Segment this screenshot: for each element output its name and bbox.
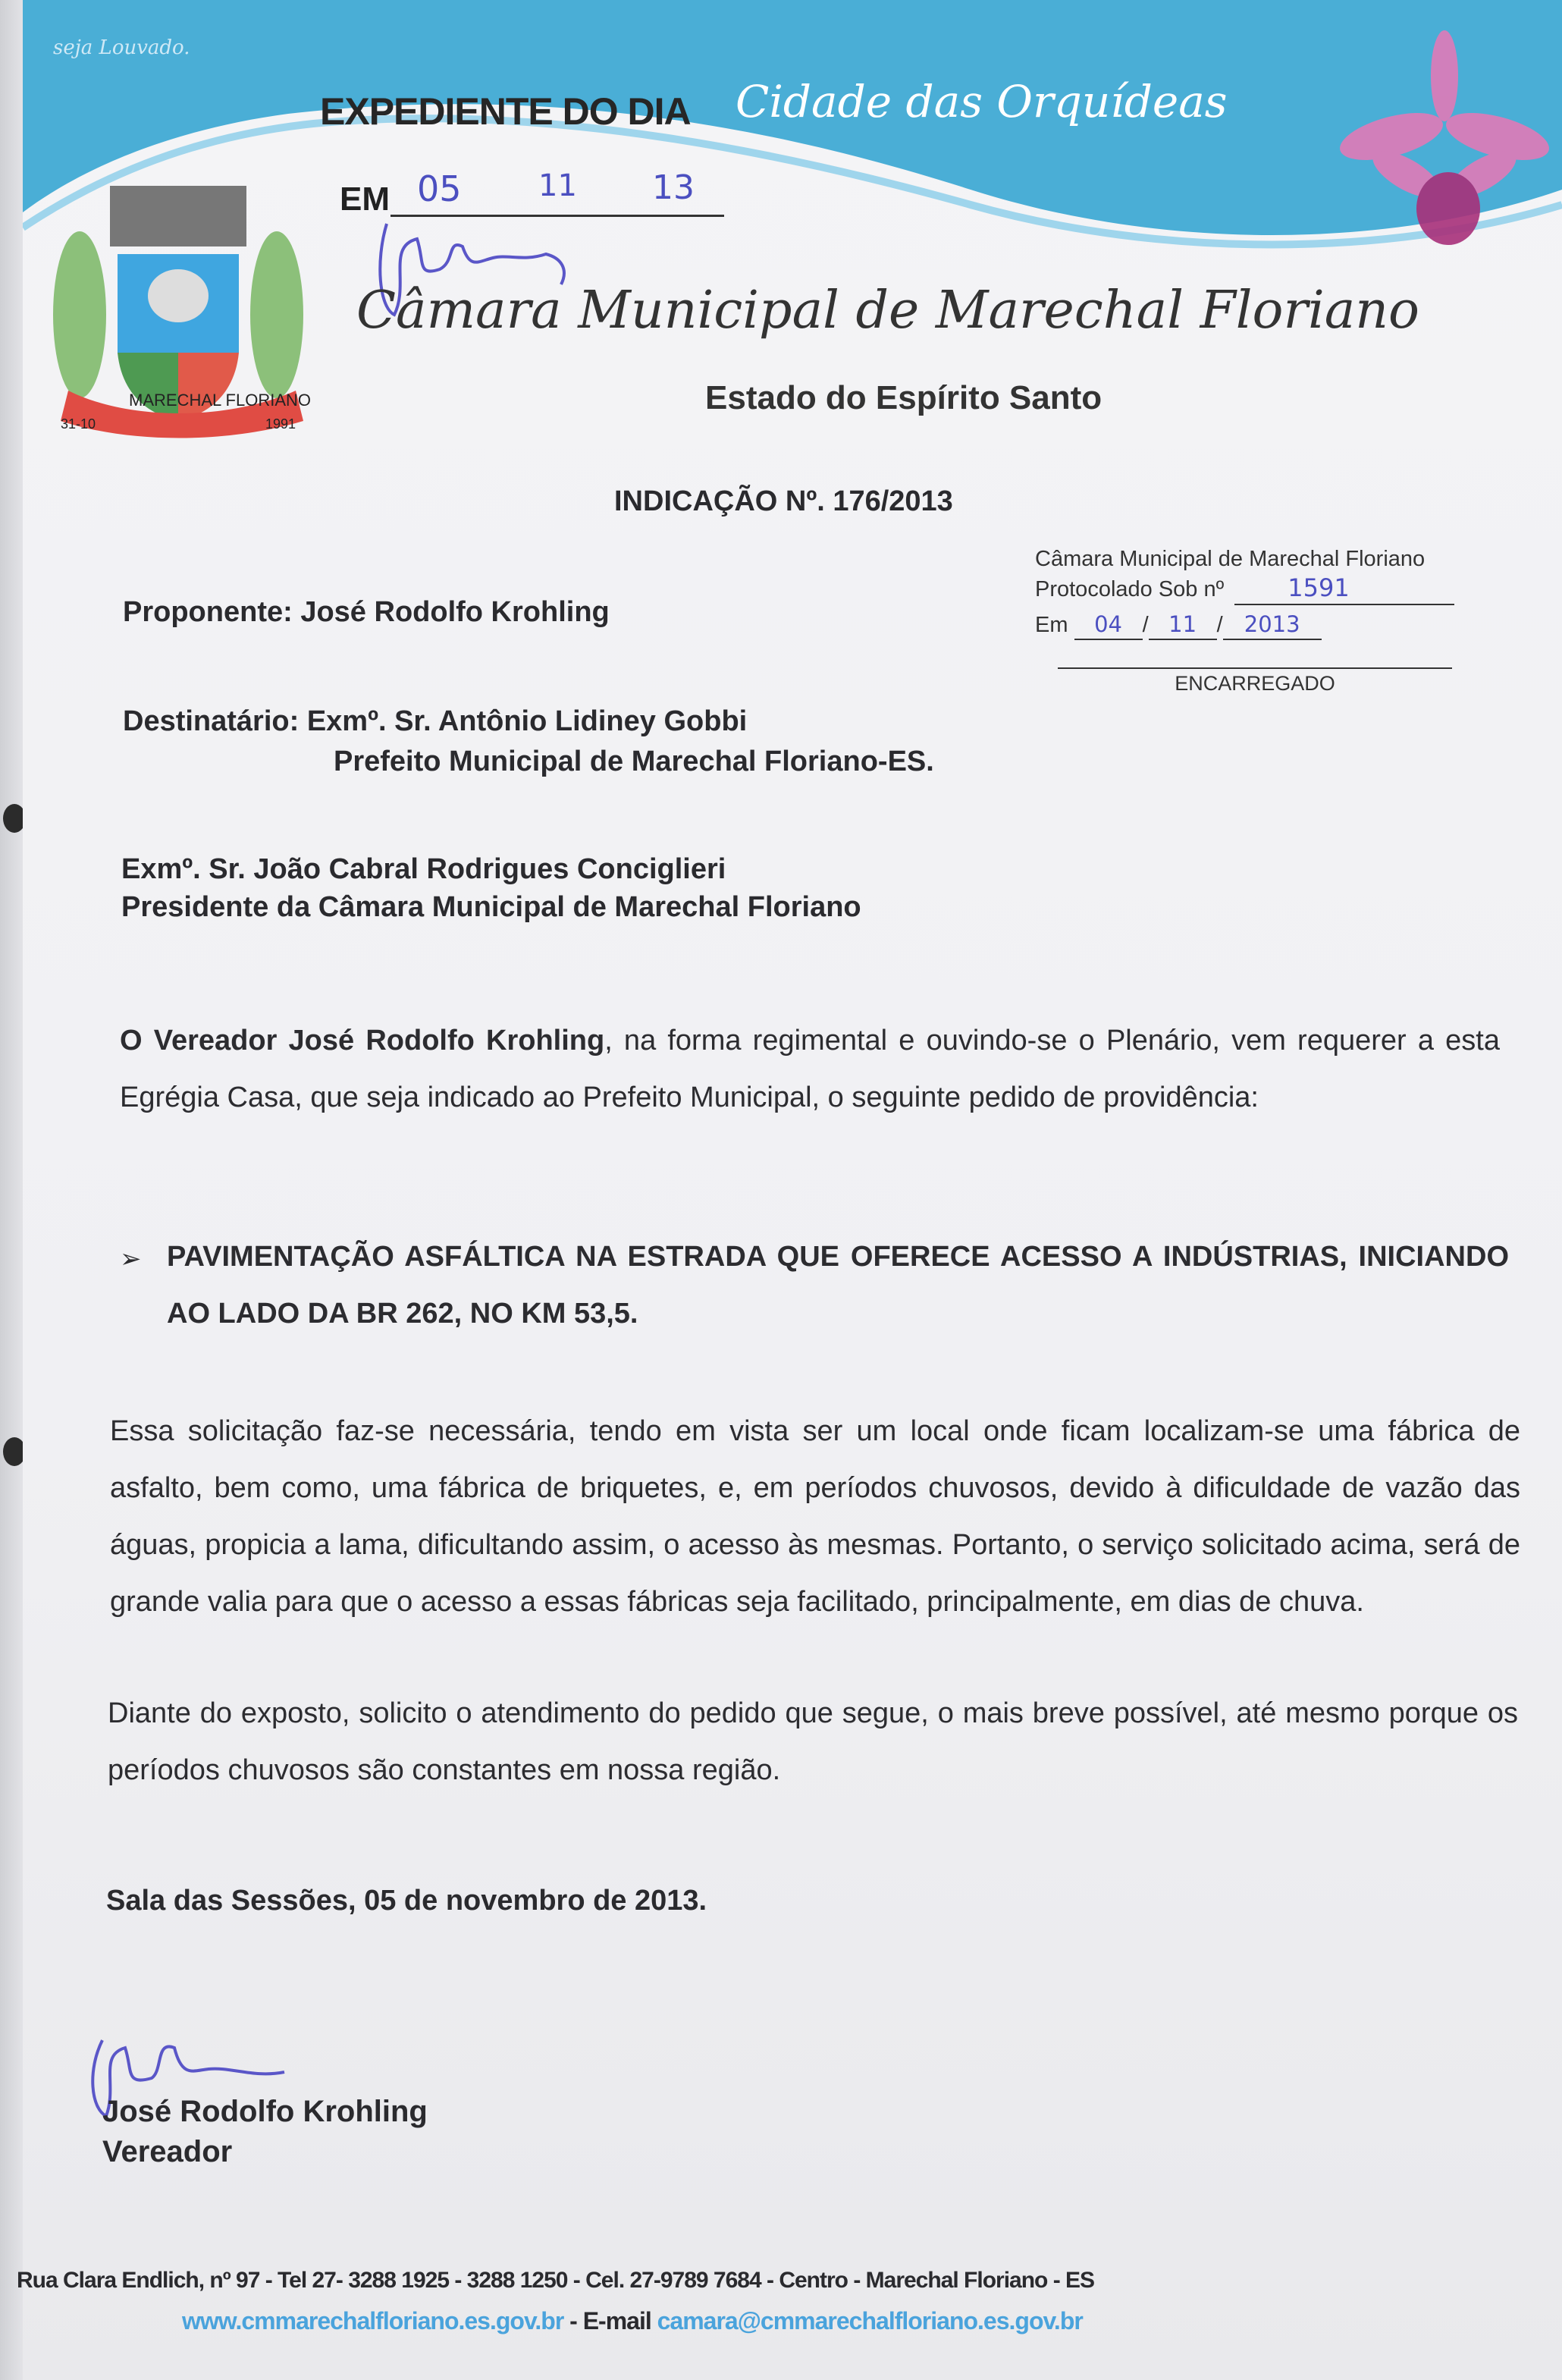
protocol-number: 1591	[1288, 573, 1350, 602]
document-title: INDICAÇÃO Nº. 176/2013	[614, 485, 953, 517]
destinatario: Destinatário: Exmº. Sr. Antônio Lidiney Gobbi	[123, 705, 748, 737]
email-link[interactable]: camara@cmmarechalfloriano.es.gov.br	[657, 2307, 1083, 2334]
footer-contact	[182, 2307, 1083, 2335]
signer-role: Vereador	[102, 2135, 233, 2168]
motto: seja Louvado.	[53, 36, 190, 59]
protocol-label: Protocolado Sob nº	[1035, 577, 1225, 601]
stamp-date-label: Em	[1035, 613, 1068, 637]
proponente: Proponente: José Rodolfo Krohling	[123, 596, 610, 628]
svg-text:31-10: 31-10	[61, 416, 96, 432]
footer-address: Rua Clara Endlich, nº 97 - Tel 27- 3288 1925 - 3288 1250 - Cel. 27-9789 7684 - Centro - Marechal Floriano - ES	[17, 2268, 1095, 2293]
place-date: Sala das Sessões, 05 de novembro de 2013.	[106, 1885, 707, 1917]
request-item: PAVIMENTAÇÃO ASFÁLTICA NA ESTRADA QUE OFERECE ACESSO A INDÚSTRIAS, INICIANDO AO LADO DA BR 262, NO KM 53,5.	[167, 1241, 1509, 1330]
stamp-institution: Câmara Municipal de Marechal Floriano	[1035, 547, 1426, 571]
intro-bold: O Vereador José Rodolfo Krohling	[120, 1025, 605, 1057]
state-name: Estado do Espírito Santo	[705, 379, 1102, 416]
closing-paragraph: Diante do exposto, solicito o atendimento do pedido que segue, o mais breve possível, até mesmo porque os períodos chuvosos são constantes em nossa região.	[108, 1697, 1518, 1786]
em-day: 05	[417, 168, 462, 209]
justification-paragraph: Essa solicitação faz-se necessária, tendo em vista ser um local onde ficam localizam-se uma fábrica de asfalto, bem como, uma fábrica de briquetes, e, em períodos chuvosos, devido à dificuldade de vazão das águas, propicia a lama, dificultando assim, o acesso às mesmas. Portanto, o serviço solicitado acima, será de grande valia para que o acesso a essas fábricas seja facilitado, principalmente, em dias de chuva.	[110, 1415, 1520, 1618]
signer-name: José Rodolfo Krohling	[102, 2095, 428, 2128]
email-label: - E-mail	[563, 2307, 657, 2334]
destinatario-role: Prefeito Municipal de Marechal Floriano-ES.	[334, 746, 934, 777]
municipal-crest-icon	[38, 171, 326, 451]
expediente-stamp-label: EXPEDIENTE DO DIA	[320, 90, 691, 133]
addressee-role: Presidente da Câmara Municipal de Marechal Floriano	[121, 891, 861, 923]
document-page	[17, 0, 1562, 2380]
orchid-icon	[1327, 30, 1554, 250]
addressee-name: Exmº. Sr. João Cabral Rodrigues Conciglieri	[121, 853, 726, 885]
intro-paragraph	[120, 1013, 1500, 1126]
em-year: 13	[652, 168, 695, 207]
em-month: 11	[538, 168, 577, 203]
stamp-role: ENCARREGADO	[1058, 667, 1452, 698]
stamp-day: 04	[1074, 610, 1143, 640]
stamp-year: 2013	[1223, 610, 1322, 640]
em-label: EM	[340, 181, 390, 218]
institution-name: Câmara Municipal de Marechal Floriano	[356, 281, 1419, 341]
protocol-stamp: Câmara Municipal de Marechal Floriano Protocolado Sob nº 1591 Em 04 / 11 / 2013 ENCARREGADO	[1035, 545, 1490, 698]
stamp-month: 11	[1149, 610, 1217, 640]
website-link[interactable]: www.cmmarechalfloriano.es.gov.br	[182, 2307, 564, 2334]
intro-text: , na forma regimental e ouvindo-se o Plenário, vem requerer a esta Egrégia Casa, que seja indicado ao Prefeito Municipal, o seguinte pedido de providência:	[120, 1025, 1500, 1113]
svg-text:1991: 1991	[265, 416, 296, 432]
crest-banner: MARECHAL FLORIANO	[129, 391, 312, 410]
slogan: Cidade das Orquídeas	[736, 76, 1228, 127]
bullet-arrow-icon: ➢	[120, 1245, 142, 1273]
